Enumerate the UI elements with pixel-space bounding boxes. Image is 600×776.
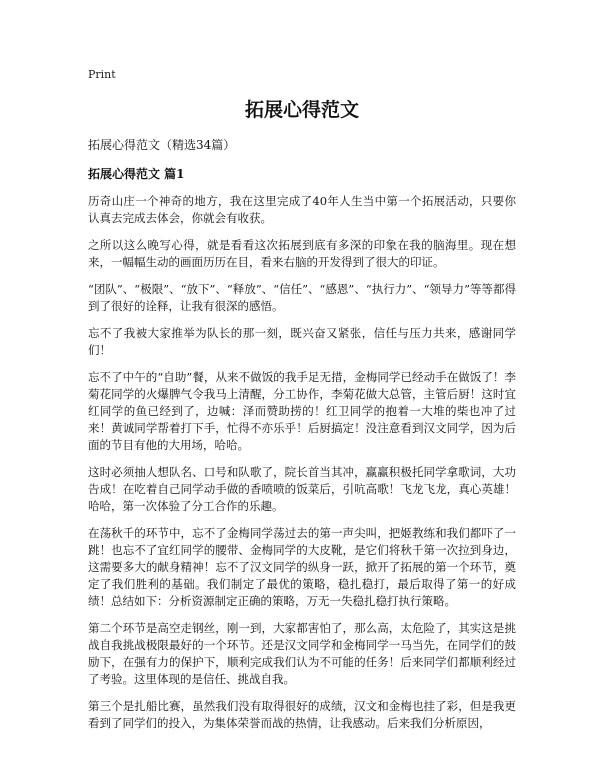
paragraph-9: 第三个是扎船比赛，虽然我们没有取得很好的成绩，汉文和金梅也挂了彩，但是我更看到了同学们的投入，为集体荣誉而战的热情，让我感动。后来我们分析原因， [88, 699, 516, 730]
paragraph-4: 忘不了我被大家推举为队长的那一刻，既兴奋又紧张，信任与压力共来，感谢同学们！ [88, 326, 516, 357]
paragraph-1: 历奇山庄一个神奇的地方，我在这里完成了40年人生当中第一个拓展活动，只要你认真去完成去体会，你就会有收获。 [88, 194, 516, 225]
document-page [88, 68, 516, 742]
document-subtitle: 拓展心得范文（精选34篇） [88, 138, 236, 152]
paragraph-2: 之所以这么晚写心得，就是看看这次拓展到底有多深的印象在我的脑海里。现在想来，一幅幅生动的画面历历在目，看来右脑的开发得到了很大的印证。 [88, 238, 516, 269]
paragraph-7: 在荡秋千的环节中，忘不了金梅同学荡过去的第一声尖叫，把姬教练和我们都吓了一跳！也忘不了宜红同学的腰带、金梅同学的大皮靴，是它们将秋千第一次拉到身边，这需要多大的献身精神！忘不了汉文同学的纵身一跃，掀开了拓展的第一个环节，奠定了我们胜利的基础。我们制定了最优的策略，稳扎稳打，最后取得了第一的好成绩！总结如下：分析资源制定正确的策略，万无一失稳扎稳打执行策略。 [88, 526, 516, 608]
paragraph-6: 这时必须抽人想队名、口号和队歌了，院长首当其冲，赢赢积极托同学拿歌词，大功告成！在吃着自己同学动手做的香喷喷的饭菜后，引吭高歌！飞龙飞龙，真心英雄！哈哈，第一次体验了分工合作的乐趣。 [88, 465, 516, 513]
paragraph-5: 忘不了中午的“自助”餐，从来不做饭的我手足无措，金梅同学已经动手在做饭了！李菊花同学的火爆脾气令我马上清醒，分工协作，李菊花做大总管，主管后厨！这时宜红同学的鱼已经到了，边喊：泽而赞助捞的！红卫同学的抱着一大堆的柴也冲了过来！黄诚同学帮着打下手，忙得不亦乐乎！后厨搞定！没注意看到汉文同学，因为后面的节目有他的大用场，哈哈。 [88, 370, 516, 452]
section-heading: 拓展心得范文 篇1 [88, 167, 185, 181]
print-link[interactable]: Print [88, 68, 116, 81]
paragraph-3: “团队”、“极限”、“放下”、“释放”、“信任”、“感恩”、“执行力”、“领导力”等等都得到了很好的诠释，让我有很深的感悟。 [88, 282, 516, 313]
page-title: 拓展心得范文 [244, 99, 359, 121]
paragraph-8: 第二个环节是高空走钢丝，刚一到，大家都害怕了，那么高，太危险了，其实这是挑战自我挑战极限最好的一个环节。还是汉文同学和金梅同学一马当先，在同学们的鼓励下，在强有力的保护下，顺利完成我们认为不可能的任务！后来同学们都顺利经过了考验。这里体现的是信任、挑战自我。 [88, 621, 516, 686]
